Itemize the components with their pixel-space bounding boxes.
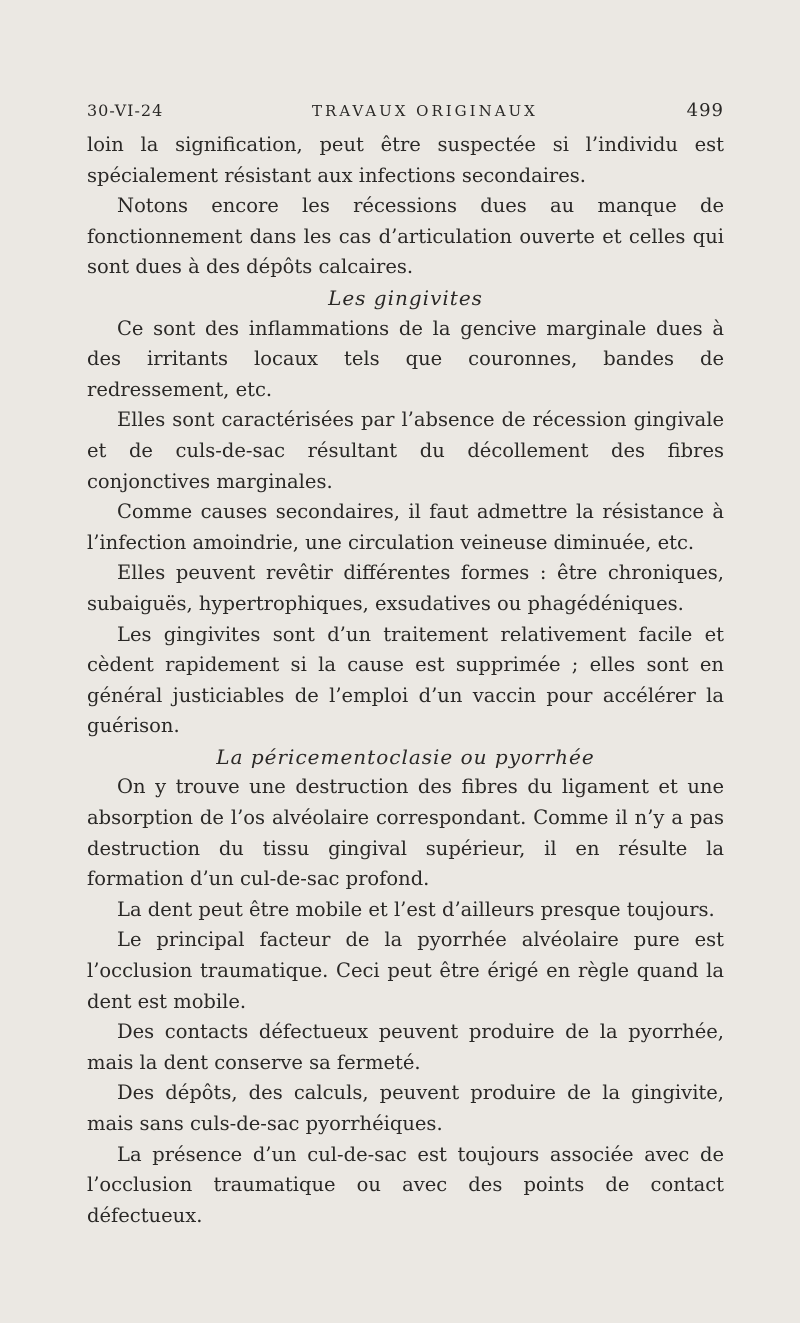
paragraph: Des dépôts, des calculs, peuvent produire de la gingivite, mais sans culs-de-sac pyorrhéiques. [87, 1081, 724, 1135]
paragraph: Elles sont caractérisées par l’absence de récession gingivale et de culs-de-sac résultant du décollement des fibres conjonctives marginales. [87, 408, 724, 493]
section-heading-gingivites: Les gingivites [328, 285, 483, 310]
paragraph: Elles peuvent revêtir différentes formes : être chroniques, subaiguës, hypertrophiques, exsudatives ou phagédéniques. [87, 561, 724, 615]
book-page [87, 100, 724, 1231]
section-heading-pyorrhee: La péricementoclasie ou pyorrhée [216, 744, 595, 769]
header-section-title: TRAVAUX ORIGINAUX [312, 102, 538, 120]
paragraph: Notons encore les récessions dues au manque de fonctionnement dans les cas d’articulation ouverte et celles qui sont dues à des dépôts calcaires. [87, 194, 724, 279]
paragraph-continued: loin la signification, peut être suspectée si l’individu est spécialement résistant aux infections secondaires. [87, 133, 724, 187]
body-text [87, 130, 724, 1231]
paragraph: Des contacts défectueux peuvent produire de la pyorrhée, mais la dent conserve sa fermeté. [87, 1020, 724, 1074]
paragraph: Le principal facteur de la pyorrhée alvéolaire pure est l’occlusion traumatique. Ceci peut être érigé en règle quand la dent est mobile. [87, 928, 724, 1013]
paragraph: La présence d’un cul-de-sac est toujours associée avec de l’occlusion traumatique ou avec des points de contact défectueux. [87, 1142, 724, 1227]
paragraph: Les gingivites sont d’un traitement relativement facile et cèdent rapidement si la cause est supprimée ; elles sont en général justiciables de l’emploi d’un vaccin pour accélérer la guérison. [87, 622, 724, 738]
page-number: 499 [686, 100, 724, 121]
running-head [87, 100, 724, 130]
paragraph: Comme causes secondaires, il faut admettre la résistance à l’infection amoindrie, une circulation veineuse diminuée, etc. [87, 500, 724, 554]
paragraph: La dent peut être mobile et l’est d’ailleurs presque toujours. [117, 897, 715, 921]
paragraph: On y trouve une destruction des fibres du ligament et une absorption de l’os alvéolaire correspondant. Comme il n’y a pas destruction du tissu gingival supérieur, il en résulte la formation d’un cul-de-sac profond. [87, 775, 724, 891]
paragraph: Ce sont des inflammations de la gencive marginale dues à des irritants locaux tels que couronnes, bandes de redressement, etc. [87, 316, 724, 401]
header-issue-date: 30-VI-24 [87, 101, 164, 120]
